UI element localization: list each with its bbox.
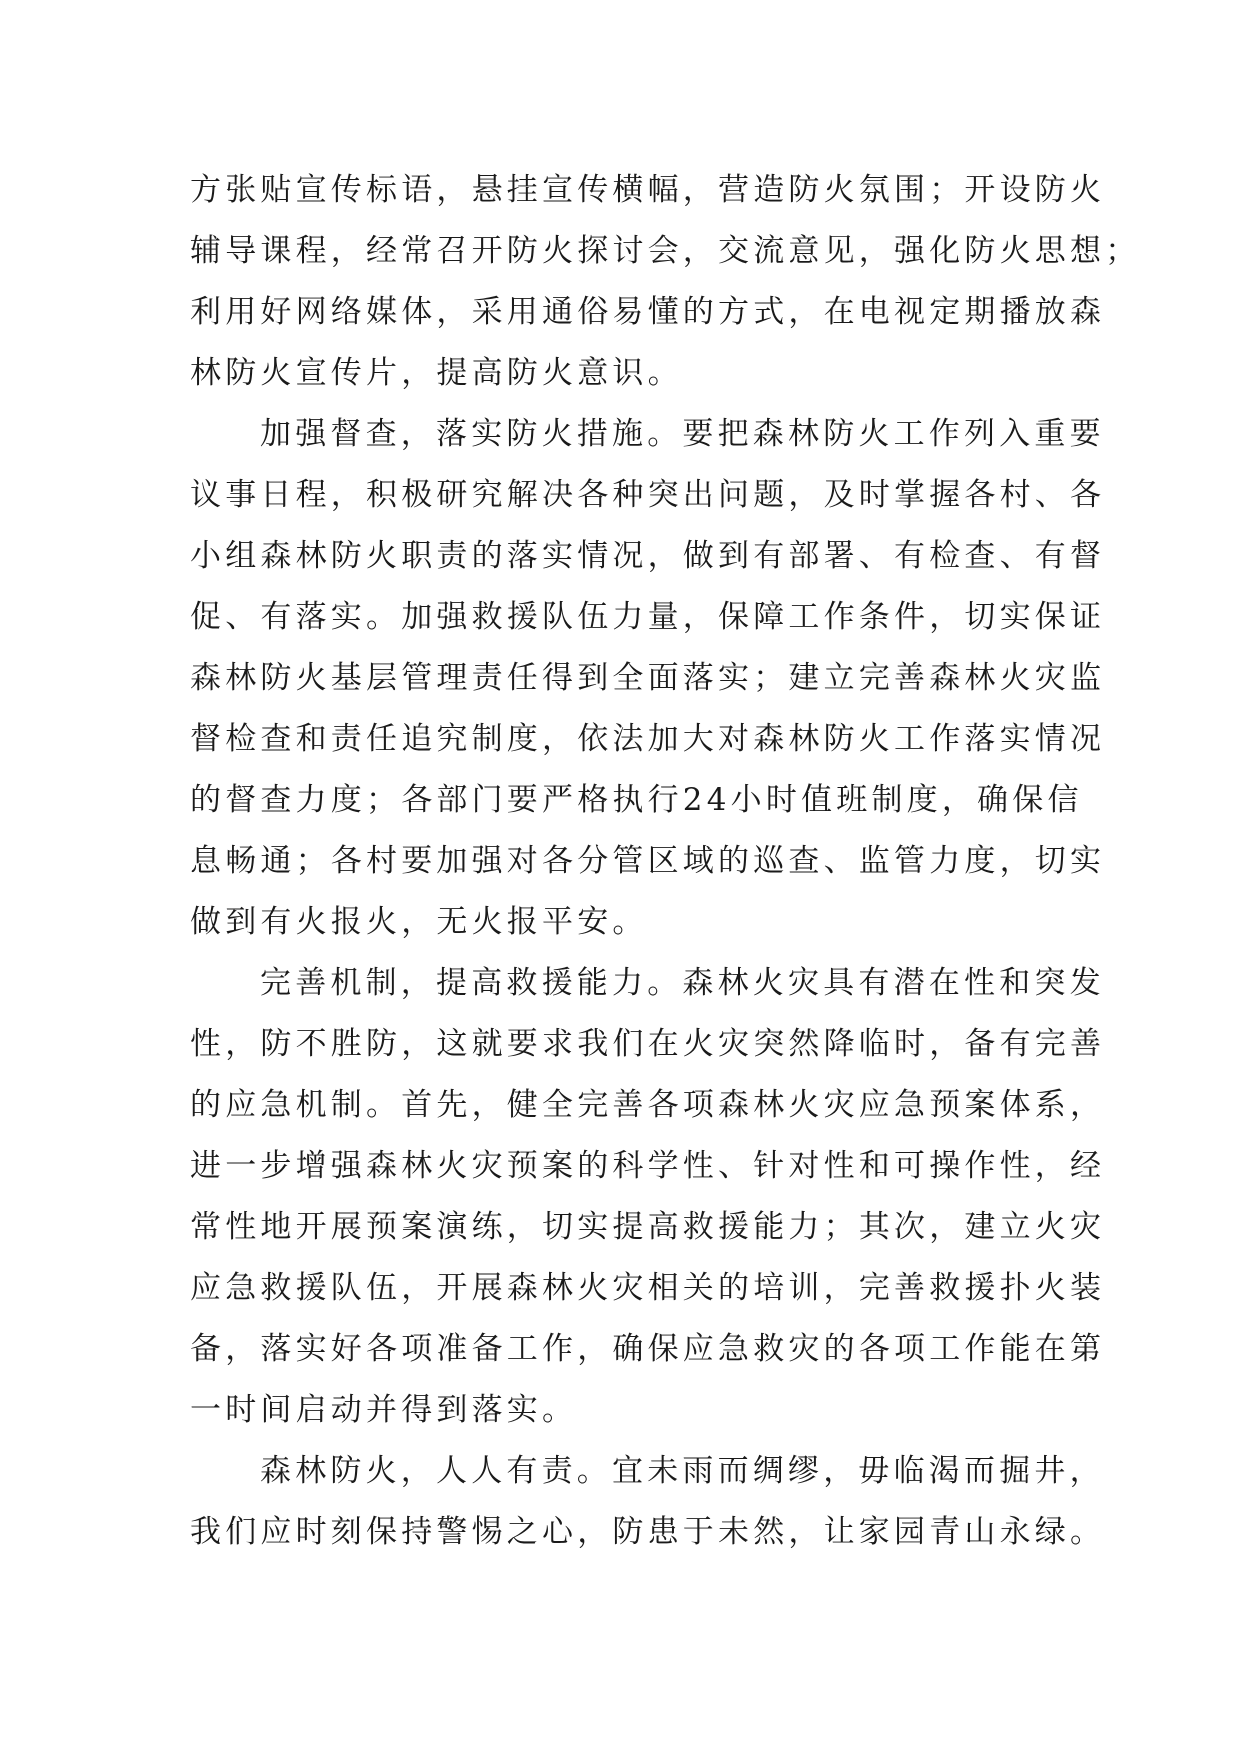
paragraph-line: 辅导课程，经常召开防火探讨会，交流意见，强化防火思想； — [190, 233, 1141, 269]
paragraph-line: 应急救援队伍，开展森林火灾相关的培训，完善救援扑火装 — [190, 1270, 1106, 1306]
paragraph-line: 林防火宣传片，提高防火意识。 — [190, 355, 683, 391]
paragraph-line: 利用好网络媒体，采用通俗易懂的方式，在电视定期播放森 — [190, 294, 1106, 330]
paragraph-line: 息畅通；各村要加强对各分管区域的巡查、监管力度，切实 — [190, 843, 1106, 879]
paragraph-line: 森林防火基层管理责任得到全面落实；建立完善森林火灾监 — [190, 660, 1106, 696]
paragraph-line: 督检查和责任追究制度，依法加大对森林防火工作落实情况 — [190, 721, 1106, 757]
paragraph-line: 备，落实好各项准备工作，确保应急救灾的各项工作能在第 — [190, 1331, 1106, 1367]
paragraph-start-line: 森林防火，人人有责。宜未雨而绸缪，毋临渴而掘井， — [260, 1453, 1105, 1489]
paragraph-line: 常性地开展预案演练，切实提高救援能力；其次，建立火灾 — [190, 1209, 1106, 1245]
paragraph-line: 的督查力度；各部门要严格执行24小时值班制度，确保信 — [190, 782, 1083, 818]
paragraph-line: 性，防不胜防，这就要求我们在火灾突然降临时，备有完善 — [190, 1026, 1106, 1062]
paragraph-line: 方张贴宣传标语，悬挂宣传横幅，营造防火氛围；开设防火 — [190, 172, 1106, 208]
paragraph-line: 我们应时刻保持警惕之心，防患于未然，让家园青山永绿。 — [190, 1514, 1106, 1550]
paragraph-line: 进一步增强森林火灾预案的科学性、针对性和可操作性，经 — [190, 1148, 1106, 1184]
document-body — [190, 160, 1141, 1563]
paragraph-line: 促、有落实。加强救援队伍力量，保障工作条件，切实保证 — [190, 599, 1106, 635]
paragraph-line: 小组森林防火职责的落实情况，做到有部署、有检查、有督 — [190, 538, 1106, 574]
paragraph-line: 一时间启动并得到落实。 — [190, 1392, 578, 1428]
paragraph-start-line: 加强督查，落实防火措施。要把森林防火工作列入重要 — [260, 416, 1105, 452]
paragraph-line: 的应急机制。首先，健全完善各项森林火灾应急预案体系， — [190, 1087, 1106, 1123]
paragraph-line: 做到有火报火，无火报平安。 — [190, 904, 648, 940]
paragraph-start-line: 完善机制，提高救援能力。森林火灾具有潜在性和突发 — [260, 965, 1105, 1001]
paragraph-line: 议事日程，积极研究解决各种突出问题，及时掌握各村、各 — [190, 477, 1106, 513]
